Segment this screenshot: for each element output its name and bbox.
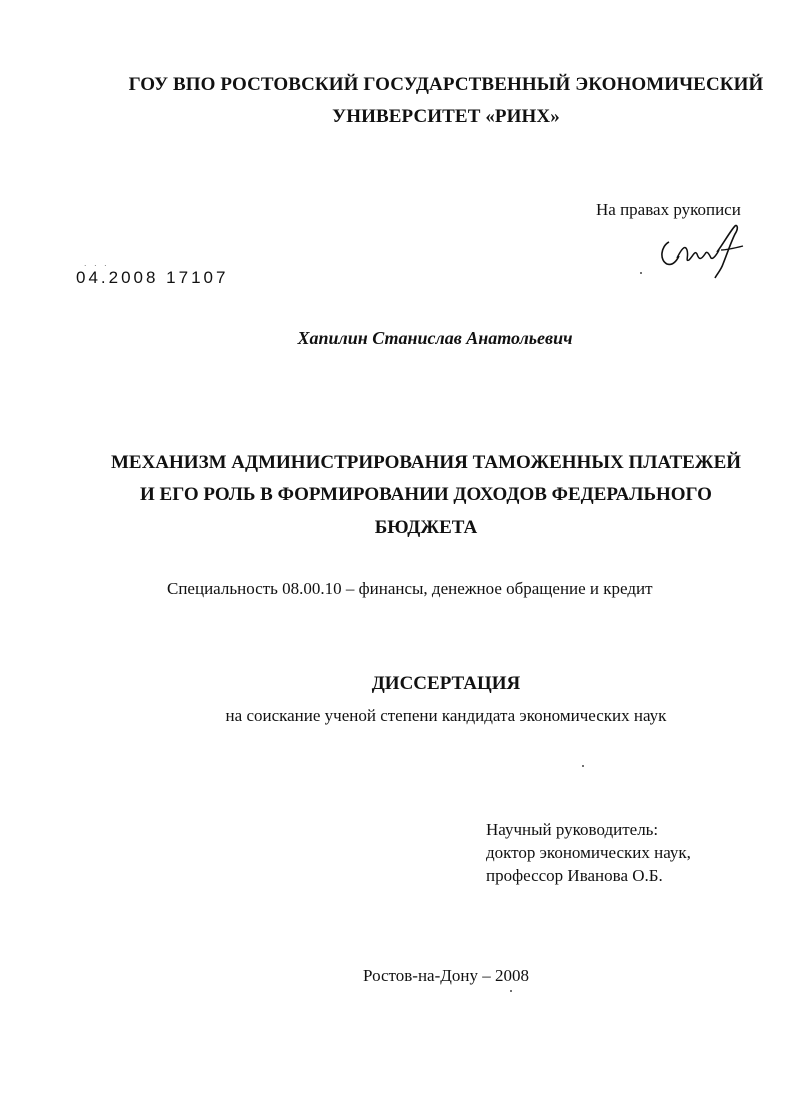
supervisor-degree: доктор экономических наук, <box>486 843 691 862</box>
institution-line-1: ГОУ ВПО РОСТОВСКИЙ ГОСУДАРСТВЕННЫЙ ЭКОНОМИЧЕСКИЙ <box>128 74 764 95</box>
signature-image <box>655 220 750 280</box>
author-name: Хапилин Станислав Анатольевич <box>297 328 573 348</box>
manuscript-note: На правах рукописи <box>596 200 741 219</box>
scan-speck <box>510 990 512 992</box>
supervisor-label: Научный руководитель: <box>486 820 659 839</box>
stamp-dots: · · · <box>84 262 110 270</box>
library-stamp-number: 04.2008 17107 <box>76 268 229 287</box>
specialty-line: Специальность 08.00.10 – финансы, денежное обращение и кредит <box>167 579 653 598</box>
supervisor-name: профессор Иванова О.Б. <box>486 866 663 885</box>
dissertation-title-line-1: МЕХАНИЗМ АДМИНИСТРИРОВАНИЯ ТАМОЖЕННЫХ ПЛАТЕЖЕЙ <box>110 452 742 473</box>
dissertation-title-line-2: И ЕГО РОЛЬ В ФОРМИРОВАНИИ ДОХОДОВ ФЕДЕРАЛЬНОГО <box>140 484 712 505</box>
scan-speck <box>640 272 642 274</box>
degree-line: на соискание ученой степени кандидата экономических наук <box>225 706 667 725</box>
place-and-year: Ростов-на-Дону – 2008 <box>363 966 529 985</box>
document-type-heading: ДИССЕРТАЦИЯ <box>371 673 521 694</box>
dissertation-title-line-3: БЮДЖЕТА <box>374 517 478 538</box>
institution-line-2: УНИВЕРСИТЕТ «РИНХ» <box>332 106 560 127</box>
scan-speck <box>582 765 584 767</box>
